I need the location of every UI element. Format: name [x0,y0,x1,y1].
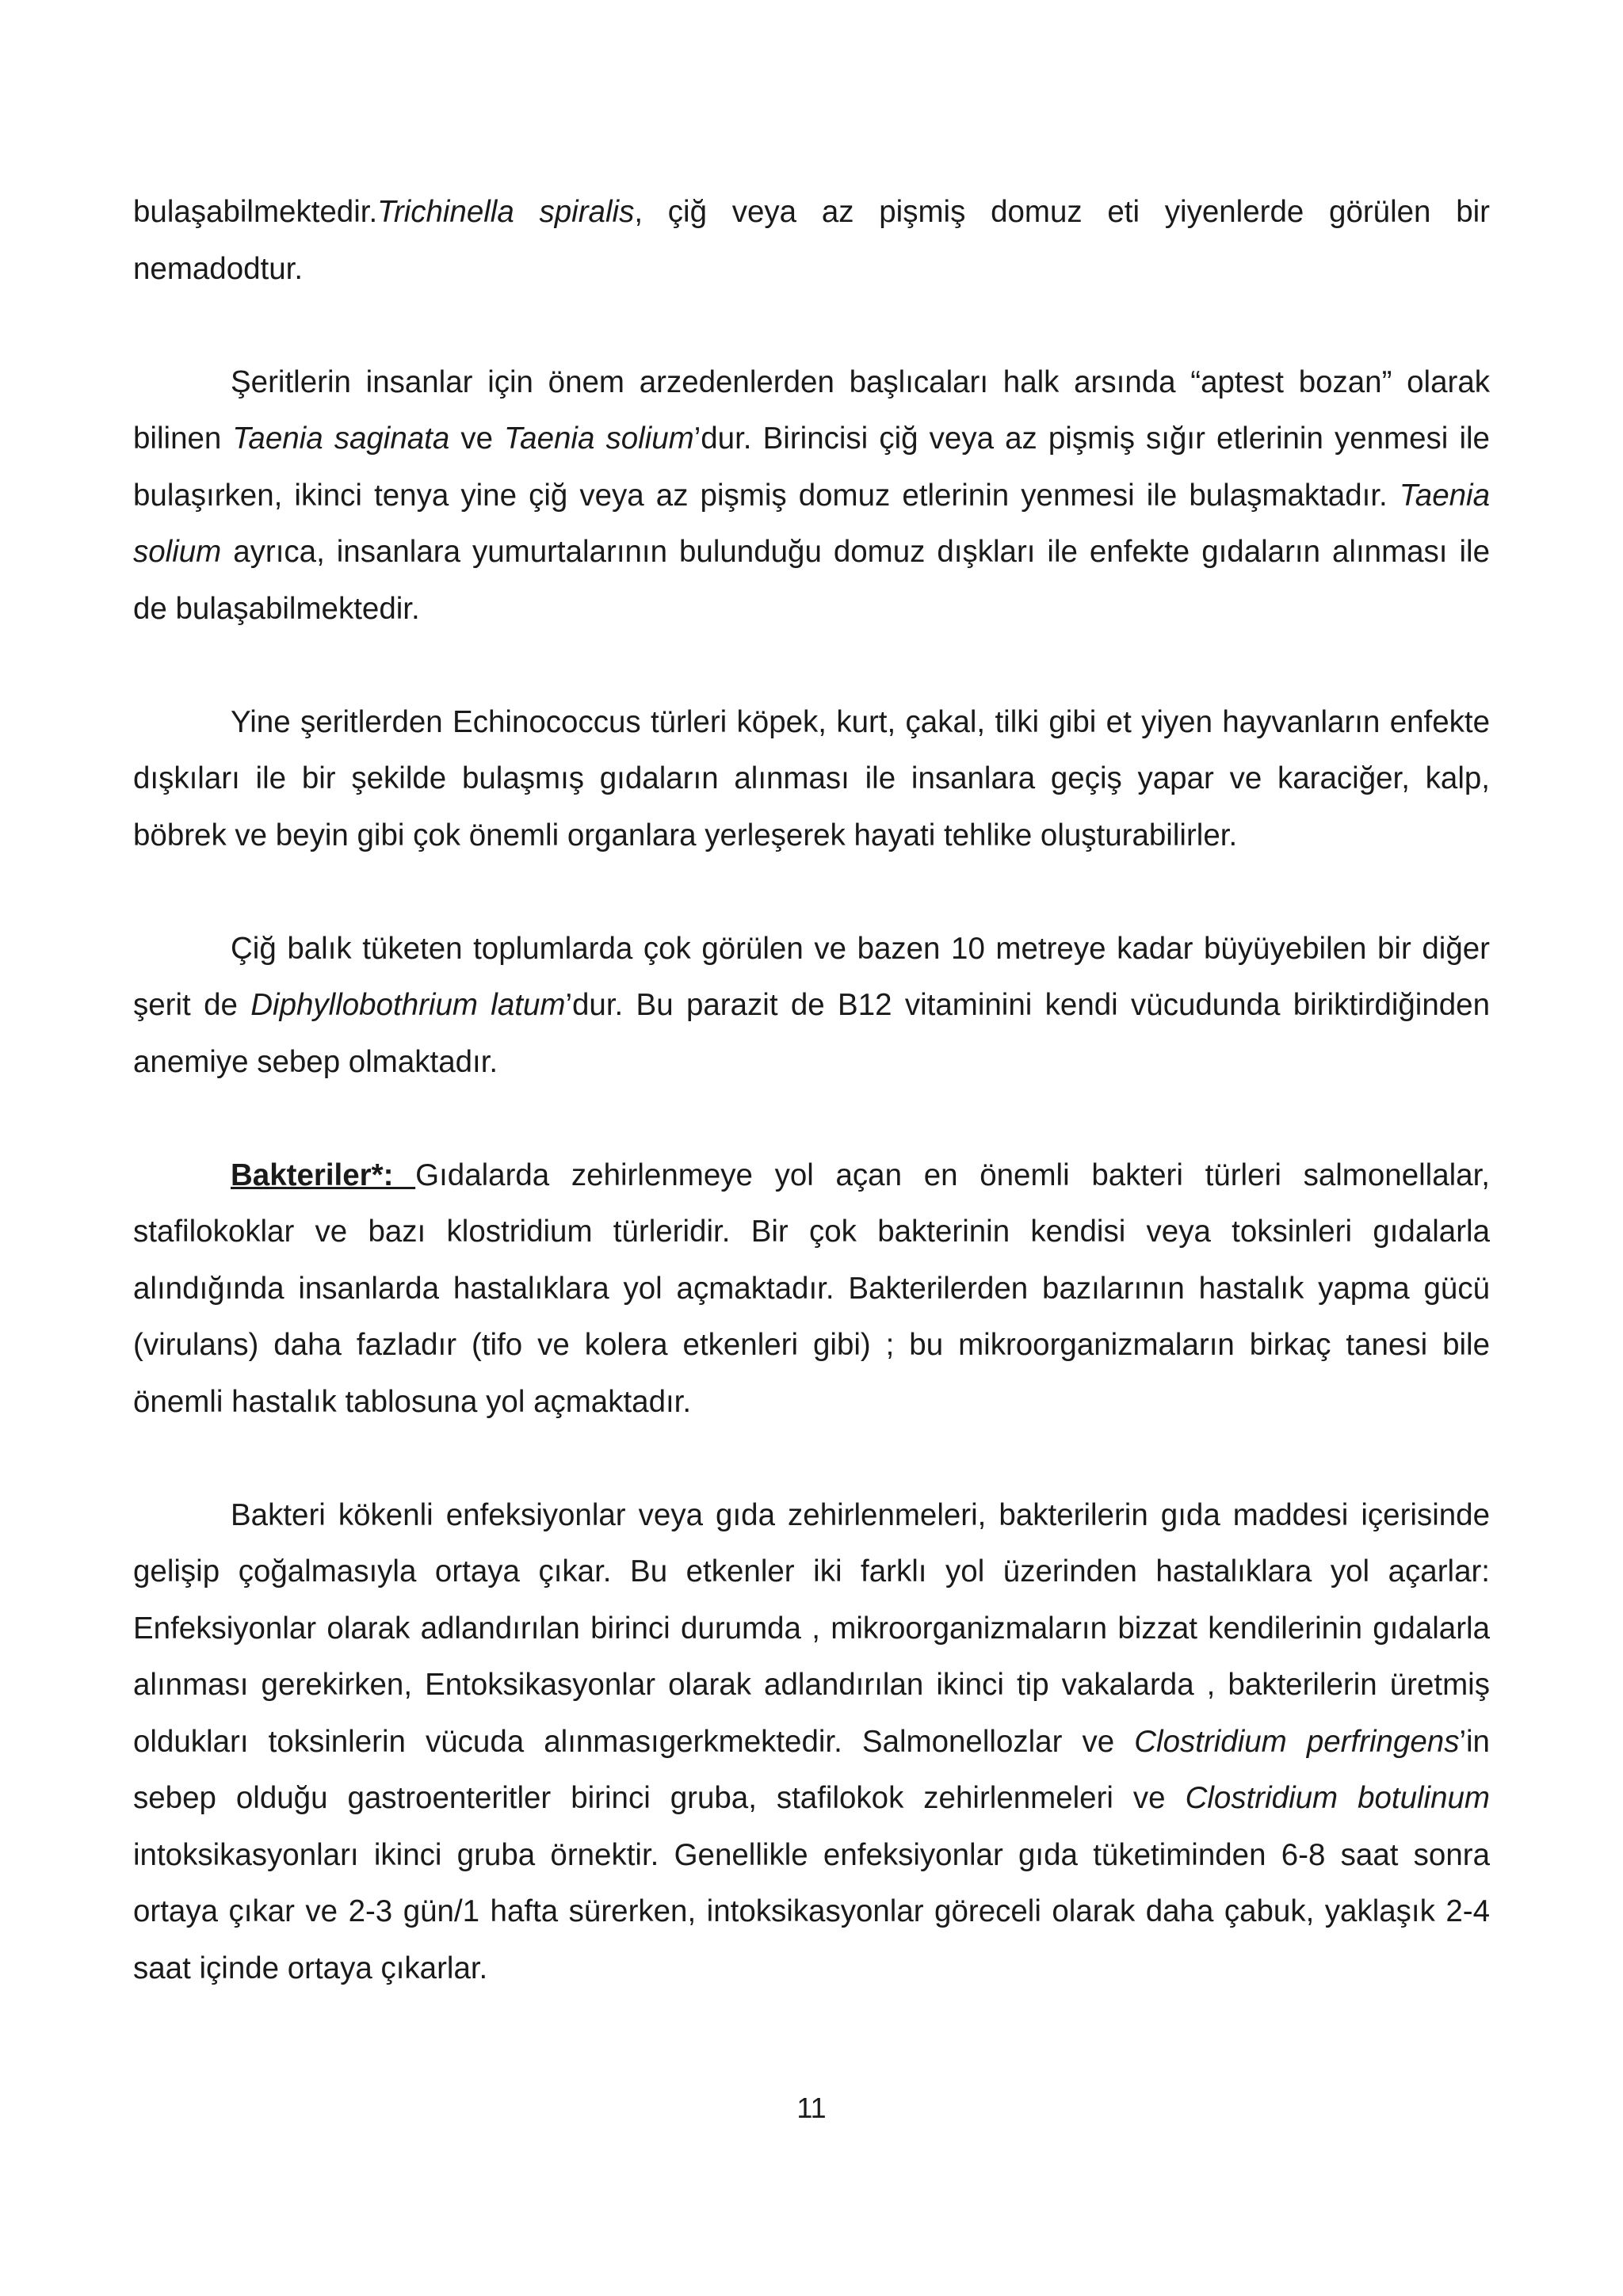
text-run: Gıdalarda zehirlenmeye yol açan en önemli bakteri türleri salmonellalar, stafilokoklar ve bazı klostridium türleridir. Bir çok bakterinin kendisi veya toksinleri gıdalarla alındığında insanlarda hastalıklara yol açmaktadır. Bakterilerden bazılarının hastalık yapma gücü (virulans) daha fazladır (tifo ve kolera etkenleri gibi) ; bu mikroorganizmaların birkaç tanesi bile önemli hastalık tablosuna yol açmaktadır. [133,1158,1490,1419]
section-heading-bacteria: Bakteriler*: [231,1158,416,1192]
species-name: Diphyllobothrium latum [250,988,566,1022]
page-number: 11 [796,2092,827,2124]
text-run: ve [449,421,505,456]
species-name: Taenia saginata [232,421,450,456]
text-run: Bakteri kökenli enfeksiyonlar veya gıda zehirlenmeleri, bakterilerin gıda maddesi içerisinde gelişip çoğalmasıyla ortaya çıkar. Bu etkenler iki farklı yol üzerinden hastalıklara yol açarlar: Enfeksiyonlar olarak adlandırılan birinci durumda , mikroorganizmaların bizzat kendilerinin gıdalarla alınması gerekirken, Entoksikasyonlar olarak adlandırılan ikinci tip vakalarda , bakterilerin üretmiş oldukları toksinlerin vücuda alınmasıgerkmektedir. Salmonellozlar ve [133,1497,1490,1759]
species-name: Taenia solium [504,421,694,456]
paragraph-taenia [133,354,1490,638]
paragraph-echinococcus: Yine şeritlerden Echinococcus türleri köpek, kurt, çakal, tilki gibi et yiyen hayvanların enfekte dışkıları ile bir şekilde bulaşmış gıdaların alınması ile insanlara geçiş yapar ve karaciğer, kalp, böbrek ve beyin gibi çok önemli organlara yerleşerek hayati tehlike oluşturabilirler. [133,704,1490,852]
text-run: bulaşabilmektedir. [133,195,378,229]
paragraph-diphyllobothrium [133,921,1490,1091]
paragraph-infections [133,1487,1490,1997]
species-name: Clostridium botulinum [1185,1781,1491,1815]
text-run: Şeritlerin insanlar için önem arzedenlerden başlıcaları halk arsında “aptest bozan” olarak bilinen [133,364,1490,456]
species-name: Clostridium perfringens [1134,1724,1460,1759]
text-run: Çiğ balık tüketen toplumlarda çok görülen ve bazen 10 metreye kadar büyüyebilen bir diğer şerit de [133,931,1490,1022]
text-run: , çiğ veya az pişmiş domuz eti yiyenlerde görülen bir nemadodtur. [133,195,1491,286]
paragraph-bacteria [133,1147,1490,1431]
document-body [133,184,1490,1997]
text-run: ’dur. Bu parazit de B12 vitaminini kendi vücudunda biriktirdiğinden anemiye sebep olmaktadır. [133,988,1490,1079]
species-name: Trichinella spiralis [377,195,635,229]
text-run: ’in sebep olduğu gastroenteritler birinci gruba, stafilokok zehirlenmeleri ve [133,1724,1490,1815]
paragraph-trichinella [133,184,1490,297]
text-run: intoksikasyonları ikinci gruba örnektir. Genellikle enfeksiyonlar gıda tüketiminden 6-8 saat sonra ortaya çıkar ve 2-3 gün/1 hafta sürerken, intoksikasyonlar göreceli olarak daha çabuk, yaklaşık 2-4 saat içinde ortaya çıkarlar. [133,1837,1490,1985]
text-run: ayrıca, insanlara yumurtalarının bulunduğu domuz dışkları ile enfekte gıdaların alınması ile de bulaşabilmektedir. [133,535,1490,626]
species-name: Taenia solium [133,478,1490,569]
text-run: ’dur. Birincisi çiğ veya az pişmiş sığır etlerinin yenmesi ile bulaşırken, ikinci tenya yine çiğ veya az pişmiş domuz etlerinin yenmesi ile bulaşmaktadır. [133,421,1490,513]
